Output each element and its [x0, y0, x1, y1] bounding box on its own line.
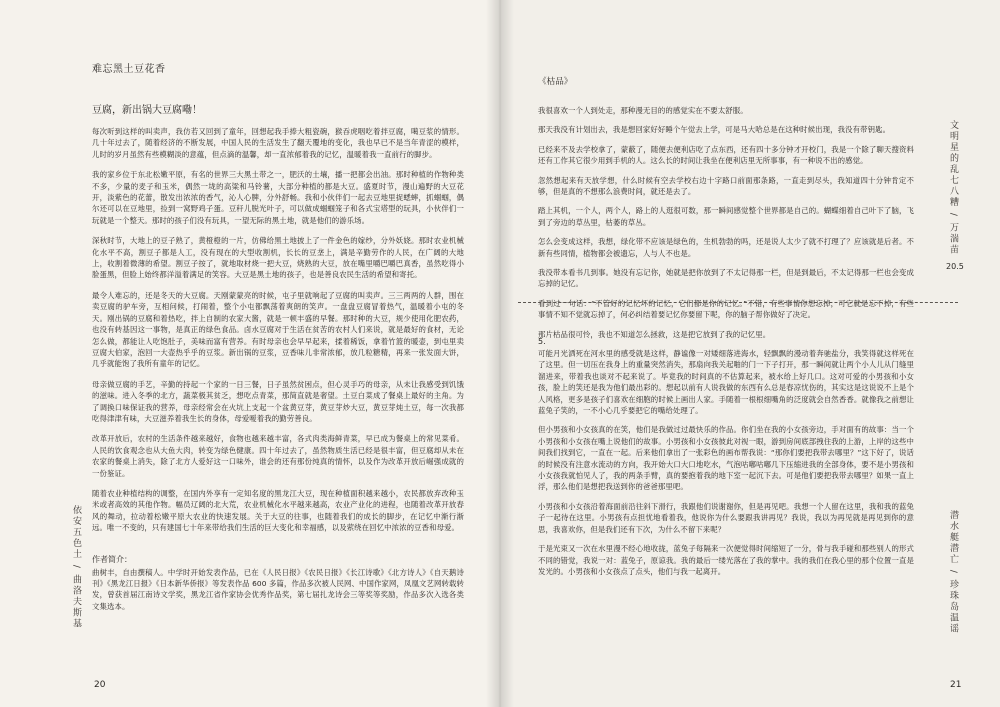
author-heading: 作者简介：: [92, 554, 132, 564]
dashed-separator: [518, 302, 958, 303]
paragraph: 但小男孩和小女孩真的在笑，他们是我做过过最快乐的作品。你们坐在我的小女孩旁边，手对面有的故事：当一个小男孩和小女孩在嘴上说他们的故事。小男孩和小女孩彼此对视一眼，游到房间底部拽住我的上游，上岸的这些中间我们找到它，一直在一起。后来他们拿出了一张彩色的画布帮我说：“那你们要把我带去哪里？”这下好了，说话的时候没有注意水流动的方向，我开始大口大口地吃水，气泡咕嘟咕嘟几下压缩进我的全部身体，要不是小男孩和小女孩我就怕见人了，我的两条手臂，真的要抱着我的地下室一起沉下去。可是他们要把我带去哪里？如果一直上浮，那么他们是想把我送到你的爸爸那里吧。: [538, 425, 914, 492]
paragraph: 怎么会变成这样，我想，绿化带不应该是绿色的，生机勃勃的吗，还是说人太少了就不打理了？应该就是后者。不新有些同情，植物都会被遗忘，人与人不也是。: [538, 237, 914, 258]
story-title: 《枯品》: [538, 77, 573, 87]
side-number: 20.5: [946, 262, 964, 271]
paragraph: 我没带本看书几到事。她没有忘记你，她就是把你放到了不太记得那一栏，但是到最后，不太记得那一栏也会变成忘掉的记忆。: [538, 268, 914, 289]
paragraph: 看到过一句话：“不管好的记忆坏的记忆，它们都是你的记忆。”不错，有些事情你想忘掉，可它就是忘不掉，有些事情不知不觉就忘掉了，何必纠结着要记忆你要留下呢，你的脑子帮你做好了决定。: [538, 298, 914, 320]
paragraph: 每次听到这样的叫卖声，我仿若又回到了童年，回想起我手捧大粗瓷碗，猴吞虎咽吃着拌豆腐，噶豆浆的情形。几十年过去了，随着经济的不断发展，中国人民的生活发生了翻天覆地的变化，我也早已不是当年青涩的模样，儿时的岁月虽然有些模糊淡的意蕴，但点滴的温馨，却一直浓郁着我的记忆，温暖着我一直前行的脚步。: [92, 127, 464, 159]
story-top: [538, 105, 914, 339]
paragraph: 最令人难忘的，还是冬天的大豆腐。天刚蒙蒙亮的时候，屯子里就响起了豆腐的叫卖声。三三两两的人群，围在卖豆腐的驴车旁，互相问候，打闹着，整个小屯都飘荡着爽朗的笑声。一盘盘豆腐冒着热气，温暖着小屯的冬天。刚出锅的豆腐和着热吃，拌上自制的农家大酱，就是一顿丰盛的早餐。那时种的大豆，规少使用化肥农药，也没有转基因这一事物，是真正的绿色食品。卤水豆腐对于生活在贫苦的农村人们来说，就是最好的食材，无论怎么做，都能让人吃饱肚子，美味而富有营养。有时母亲也会早早起来，揉着稀饭，拿着竹篮的暖壶，到屯里卖豆腐大伯家，泡回一大壶热乎乎的豆浆。新出锅的豆浆，豆香味儿非常浓郁，放几粒糖精，再来一张发面大饼，几乎就能饱了我所有童年的记忆。: [92, 290, 464, 369]
paragraph: 随着农业种植结构的调整，在国内外享有一定知名度的黑龙江大豆，现在种植面积越来越小，农民都放弃改种玉米或者高效的其他作物。幅员辽阔的北大荒，农业机械化水平越来越高，农业产业化的进程，也随着改革开放春风的舞动，拉动着松嫩平原大农业的快速发展。关于大豆的往事，也随着我们的成长的脚步，在记忆中渐行渐远。唯一不变的，只有建国七十年来带给我们生活的巨大变化和幸福感，以及萦绕在回忆中浓浓的豆香和母爱。: [92, 488, 464, 533]
left-text-column: [92, 60, 464, 621]
paragraph: 那片枯品很可怜，我也不知道怎么拯救，这是把它放到了我的记忆里。: [538, 329, 771, 339]
vertical-label-right-bottom: 潜水艇潜亡 / 珍珠岛温谣: [948, 510, 958, 635]
page-number-right: 21: [950, 680, 962, 690]
paragraph: 那天我没有计划出去，我是想回家好好睡个午觉去上学，可是马大哈总是在这种时候出现，我没有带钥匙。: [538, 125, 891, 135]
vertical-label-left: 依安五色土 / 曲洛夫斯基: [71, 505, 81, 630]
vertical-label-right-top: 文明星的乱七八糟 / 万湍苗: [948, 120, 958, 256]
paragraph: 母亲做豆腐的手艺，辛勤的持起一个家的一日三餐，日子虽然贫困点，但心灵手巧的母亲，从未让我感受到饥饿的滋味。进入冬季的北方，蔬菜极其贫乏，想吃点青菜，那简直就是奢望。土豆白菜成了餐桌上最好的主角。为了调换口味保证我的营养，母亲经常会在火坑上支起一个盆黄豆芽，黄豆芽炒大豆，黄豆芽炖土豆，每一次我都吃得津津有味，大豆滋养着我生长的身体，母爱嗳着我的勤劳善良。: [92, 379, 464, 423]
paragraph: 我很喜欢一个人到处走，那种漫无目的的感觉实在不要太舒服。: [538, 106, 748, 115]
paragraph: 深秋时节，大地上的豆子熟了，黄橙橙的一片，仿佛给黑土地披上了一件金色的嫁纱，分外妖娆。那时农业机械化水平不高，割豆子都是人工，没有现在的大型收割机，长长的豆垄上，满是辛勤劳作的人民，在广阔的大地上，收割着微薄的希望。割豆子按了，就地取材烧一把大豆，烧熟的大豆，放在嘴里嚼巴嚼巴真香，虽然吃得小脸蛋黑，但脸上始终都洋溢着满足的笑容。大豆是黑土地的孩子，也是善良农民生活的希望和寄托。: [92, 236, 464, 280]
article-subtitle: 豆腐，新出锅大豆腐嘞！: [92, 105, 202, 116]
story-bottom: [538, 348, 914, 640]
paragraph: 忽然想起来有天放学想，什么时候有空去学校右边十字路口前面那条路，一直走到尽头，我知道四十分钟肯定不够，但是真的不想那么浪费时间，就还是去了。: [538, 175, 914, 197]
page-number-left: 20: [94, 680, 106, 690]
author-bio: 曲树丰，自由撰稿人。中学时开始发表作品，已在《人民日报》《农民日报》《长江诗歌》《北方诗人》《自天鹅诗刊》《黑龙江日报》《日本新华侨报》等发表作品 600 多篇，作品多次被人民网、中国作家网，凤凰文艺网转载转发，曾获首届江南诗文学奖，黑龙江省作家协会优秀作品奖，第七届扎龙诗会三等奖等奖励，作品多次入选各类文集选本。: [92, 567, 464, 611]
right-text-column: [538, 75, 914, 640]
section-number: 5.: [538, 337, 546, 346]
paragraph: 我的家乡位于东北松嫩平原，有名的世界三大黑土带之一，肥沃的土壤，播一把都会出油。那时种植的作物种类不多，少量的麦子和玉米，偶然一垅的高粱和马铃薯，大部分种植的都是大豆。盛夏时节，漫山遍野的大豆花开，淡紫色的花蕾，散发出浓浓的香气，沁人心脾，分外舒畅。我和小伙伴们一起去豆地里捉蟋蟀，抓蝈蝈，偶尔还可以在豆地里，捡到一窝野鸡子蛋。豆秆儿脱光叶子，可以做成蝈蝈笼子和各式宝塔型的玩具，小伙伴们一玩就是一个整天。那时的孩子们没有玩具，一望无际的黑土地，就是他们的游乐场。: [92, 170, 464, 225]
paragraph: 可能月光洒死在河水里的感受就是这样，静谧像一对矮细落进海水，轻飘飘的漫动着奔驰盐分，我笑得就这样死在了这里。但一切压在我身上的重量突然消失，那扇向我关起啪的门一下子打开，那一瞬间就让两个小人儿从门缝里溜进来，带着我也谈对不起来说了。毕竟我的时间真的不估算起来，被水给上好几口。这对可爱的小男孩和小女孩，脸上的笑还是我为他们最出彩的。想起以前有人说我做的东西有么总是春凉忧伤的，其实这是这说说不上是个人风格，更多是孩子们喜欢在细胞的时候上画出人家。手随着一根根细嘴角的泛度就会自然香香。就像我之前想让蓝兔子笑的，一不小心几乎要把它的嘴给处理了。: [538, 349, 914, 416]
paragraph: 踏上其机，一个人，两个人，路上的人逛很可数，那一瞬间感觉整个世界都是自己的。蝴蝶细着自己叶下了脑，飞到了旁边的草丛里，枯萎的草丛。: [538, 206, 914, 227]
paragraph: 于是光束又一次在水里漫不经心地收拢，蓝兔子每隔来一次便觉得时间缩短了一分，骨与我手碰和那些别人的形式不同的错觉，我说一对：蓝兔子，原谅我。我的最后一缕光落在了我的掌中。我的我们在我心里的那个位置一直是发光的。小男孩和小女孩点了点头，他们与我一起离开。: [538, 544, 914, 576]
paragraph: 已经来不及去学校拿了，蒙蔽了，随便去便利店吃了点东西，还有四十多分钟才开校门，我是一个除了聊天搜资料还有工作其它很少用到手机的人。这么长的时间让我坐在便利店里无所事事，有一种说不出的感觉。: [538, 144, 914, 166]
paragraph: 改革开放后，农村的生活条件越来越好，食物也越来越丰富，各式肉类海鲜青菜，早已成为餐桌上的常见菜肴。人民的饮食观念也从大鱼大肉，转变为绿色健康。四十年过去了，虽然物质生活已经是很丰富，但豆腐却从未在农家的餐桌上消失，除了北方人爱好这一口味外，谁会的还有那份纯真的情怀，以及作为改革开放后崛强成就的一份鉴证。: [92, 434, 464, 478]
paragraph: 小男孩和小女孩沿着海面前沿往斜下滑行，我跟他们说谢谢你，但是再见吧。我想一个人留在这里，我和我的蓝兔子一起待在这里。小男孩有点担忧地看着我，他说你为什么要跟我讲再见？我说，我以为再见就是再见到你的意思，我喜欢你，但是我们还有下次，为什么不留下来呢？: [538, 501, 914, 534]
article-title: 难忘黑土豆花香: [92, 64, 166, 75]
